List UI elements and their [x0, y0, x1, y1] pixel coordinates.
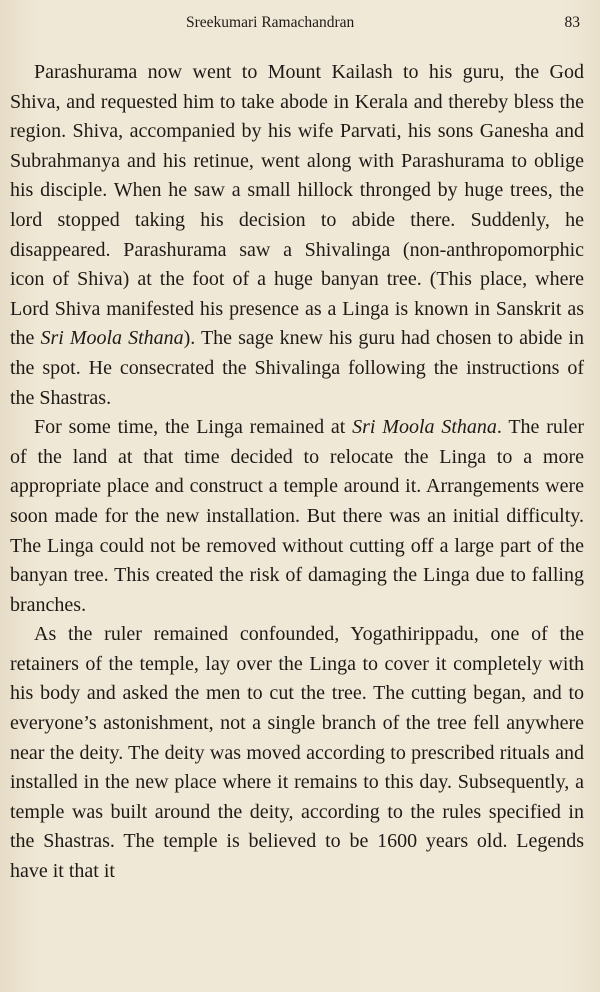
- text-run: . The ruler of the land at that time decided to relocate the Linga to a more appropriate place and construct a temple around it. Arrangements were soon made for the new installation. But there was an initial difficulty. The Linga could not be removed without cutting off a large part of the banyan tree. This created the risk of damaging the Linga due to falling branches.: [10, 416, 584, 616]
- page-number: 83: [564, 14, 580, 31]
- running-head: [0, 14, 600, 40]
- text-run: For some time, the Linga remained at: [34, 416, 353, 439]
- paragraph: [10, 620, 584, 886]
- paragraph: [10, 58, 584, 413]
- text-run: As the ruler remained confounded, Yogathirippadu, one of the retainers of the temple, lay over the Linga to cover it completely with his body and asked the men to cut the tree. The cutting began, and to everyone’s astonishment, not a single branch of the tree fell anywhere near the deity. The deity was moved according to prescribed rituals and installed in the new place where it remains to this day. Subsequently, a temple was built around the deity, according to the rules specified in the Shastras. The temple is believed to be 1600 years old. Legends have it that it: [10, 623, 584, 883]
- body-text: [10, 58, 584, 887]
- italic-term: Sri Moola Sthana: [40, 327, 184, 350]
- text-run: ). The sage knew his guru had chosen to abide in the spot. He consecrated the Shivalinga following the instructions of the Shastras.: [10, 327, 584, 409]
- paragraph: [10, 413, 584, 620]
- italic-term: Sri Moola Sthana: [352, 416, 497, 439]
- text-run: Parashurama now went to Mount Kailash to his guru, the God Shiva, and requested him to take abode in Kerala and thereby bless the region. Shiva, accompanied by his wife Parvati, his sons Ganesha and Subrahmanya and his retinue, went along with Parashurama to oblige his disciple. When he saw a small hillock thronged by huge trees, the lord stopped taking his decision to abide there. Suddenly, he disappeared. Parashurama saw a Shivalinga (non-anthropomorphic icon of Shiva) at the foot of a huge banyan tree. (This place, where Lord Shiva manifested his presence as a Linga is known in Sanskrit as the: [10, 61, 584, 350]
- running-head-author: Sreekumari Ramachandran: [186, 14, 355, 31]
